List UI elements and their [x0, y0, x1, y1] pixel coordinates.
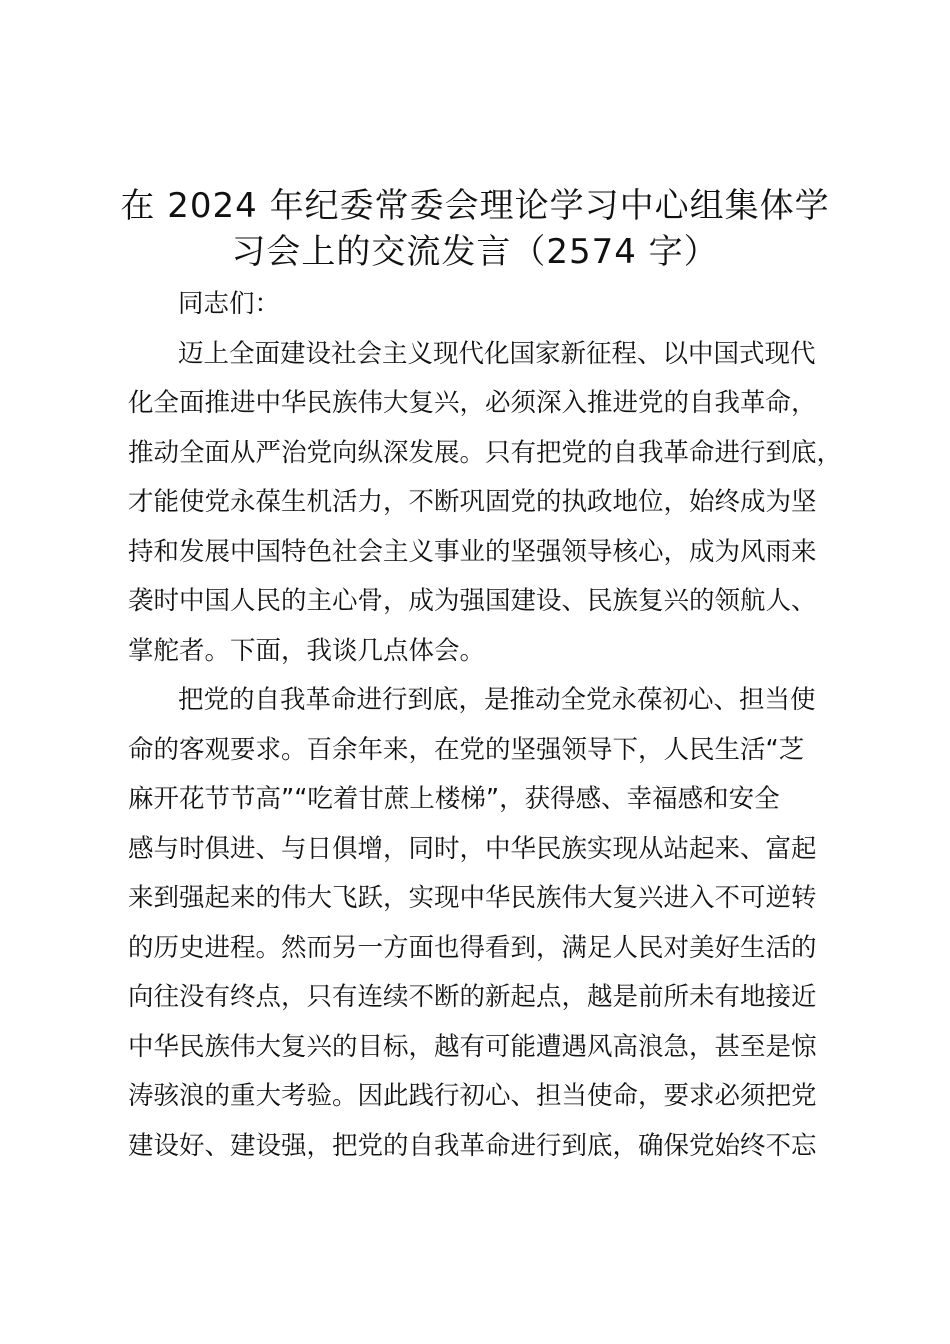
paragraph-line: 命的客观要求。百余年来，在党的坚强领导下，人民生活“芝 [128, 734, 805, 765]
title-line: 在 2024 年纪委常委会理论学习中心组集体学 [120, 186, 830, 226]
paragraph-line: 袭时中国人民的主心骨，成为强国建设、民族复兴的领航人、 [128, 586, 817, 616]
title-line: 习会上的交流发言（2574 字） [231, 232, 719, 272]
paragraph-line: 持和发展中国特色社会主义事业的坚强领导核心，成为风雨来 [128, 536, 817, 567]
paragraph-line: 迈上全面建设社会主义现代化国家新征程、以中国式现代 [178, 338, 816, 369]
paragraph-line: 才能使党永葆生机活力，不断巩固党的执政地位，始终成为坚 [128, 487, 817, 517]
document-title [110, 183, 840, 275]
paragraph-2 [128, 676, 848, 1171]
paragraph-1 [128, 330, 848, 677]
paragraph-line: 向往没有终点，只有连续不断的新起点，越是前所未有地接近 [128, 982, 817, 1012]
paragraph-line: 建设好、建设强，把党的自我革命进行到底，确保党始终不忘 [128, 1130, 817, 1161]
paragraph-line: 掌舵者。下面，我谈几点体会。 [128, 635, 486, 666]
paragraph-line: 涛骇浪的重大考验。因此践行初心、担当使命，要求必须把党 [128, 1081, 817, 1111]
paragraph-line: 推动全面从严治党向纵深发展。只有把党的自我革命进行到底， [128, 437, 843, 468]
paragraph-line: 来到强起来的伟大飞跃，实现中华民族伟大复兴进入不可逆转 [128, 883, 817, 913]
paragraph-line: 中华民族伟大复兴的目标，越有可能遭遇风高浪急，甚至是惊 [128, 1031, 817, 1062]
paragraph-line: 的历史进程。然而另一方面也得看到，满足人民对美好生活的 [128, 932, 817, 963]
paragraph-line: 化全面推进中华民族伟大复兴，必须深入推进党的自我革命， [128, 388, 817, 418]
paragraph-line: 麻开花节节高”“吃着甘蔗上楼梯”，获得感、幸福感和安全 [128, 784, 780, 814]
paragraph-line: 感与时俱进、与日俱增，同时，中华民族实现从站起来、富起 [128, 833, 817, 864]
document-body [128, 280, 848, 1171]
salutation: 同志们： [178, 289, 281, 319]
paragraph-line: 把党的自我革命进行到底，是推动全党永葆初心、担当使 [178, 685, 816, 715]
